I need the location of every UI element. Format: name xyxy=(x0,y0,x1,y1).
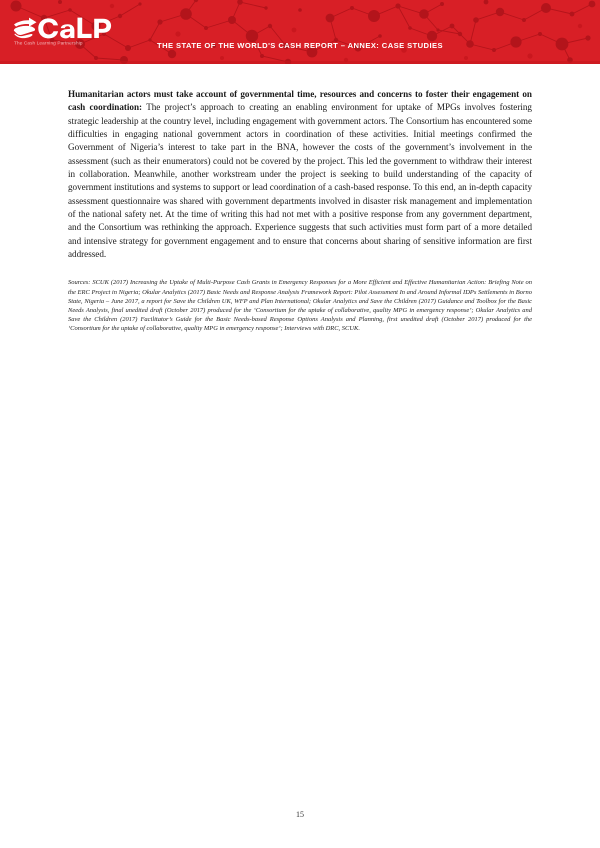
sources-note: Sources: SCUK (2017) Increasing the Uptake of Multi-Purpose Cash Grants in Emergency Responses for a More Efficient and Effective Humanitarian Action: Briefing Note on the ERC Project in Nigeria; Okular Analytics (2017) Basic Needs and Response Analysis Framework Report: Pilot Assessment In and Around Informal IDPs Settlements in Borno State, Nigeria – June 2017, a report for Save the Children UK, WFP and Plan International; Okular Analytics and Save the Children (2017) Guidance and Toolbox for the Basic Needs Analysis, final unedited draft (October 2017) produced for the ‘Consortium for the uptake of collaborative, quality MPG in emergency response’; Okular Analytics and Save the Children (2017) Facilitator’s Guide for the Basic Needs-based Response Options Analysis and Planning, first unedited draft (October 2017) produced for the ‘Consortium for the uptake of collaborative, quality MPG in emergency response’; Interviews with DRC, SCUK. xyxy=(68,279,532,332)
hand-pointing-icon xyxy=(14,18,37,39)
header-bottom-edge xyxy=(0,61,600,64)
calp-wordmark xyxy=(38,18,111,39)
page-title: THE STATE OF THE WORLD'S CASH REPORT – ANNEX: CASE STUDIES xyxy=(157,41,443,50)
calp-tagline-text: The Cash Learning Partnership xyxy=(14,40,83,46)
paragraph-lead-in: Humanitarian actors must take account of governmental time, resources and concerns to foster their engagement on cash coordination: xyxy=(68,89,532,113)
paragraph-body-text: The project’s approach to creating an enabling environment for uptake of MPGs involves fostering strategic leadership at the country level, including engagement with government actors. The Consortium has encountered some difficulties in engaging national government actors in coordination of these activities. Initial meetings confirmed the Government of Nigeria’s interest to take part in the BNA, however the costs of the government’s involvement in the assessment (such as their enumerators) could not be covered by the project. This led the government to withdraw their interest in collaboration. Meanwhile, another workstream under the project is seeking to build understanding of the capacity of government institutions and systems to support or lead coordination of a cash-based response. To this end, an in-depth capacity assessment questionnaire was shared with government departments involved in disaster risk management and implementation of the national safety net. At the time of writing this had not met with a positive response from any government department, and the Consortium was rethinking the approach. Experience suggests that such activities must form part of a more detailed and intensive strategy for government engagement and to ensure that concerns about sharing of sensitive information are first addressed. xyxy=(68,102,532,260)
calp-logo xyxy=(10,11,122,47)
page-number: 15 xyxy=(296,810,304,819)
body-paragraph xyxy=(68,88,532,261)
main-content xyxy=(68,88,532,340)
